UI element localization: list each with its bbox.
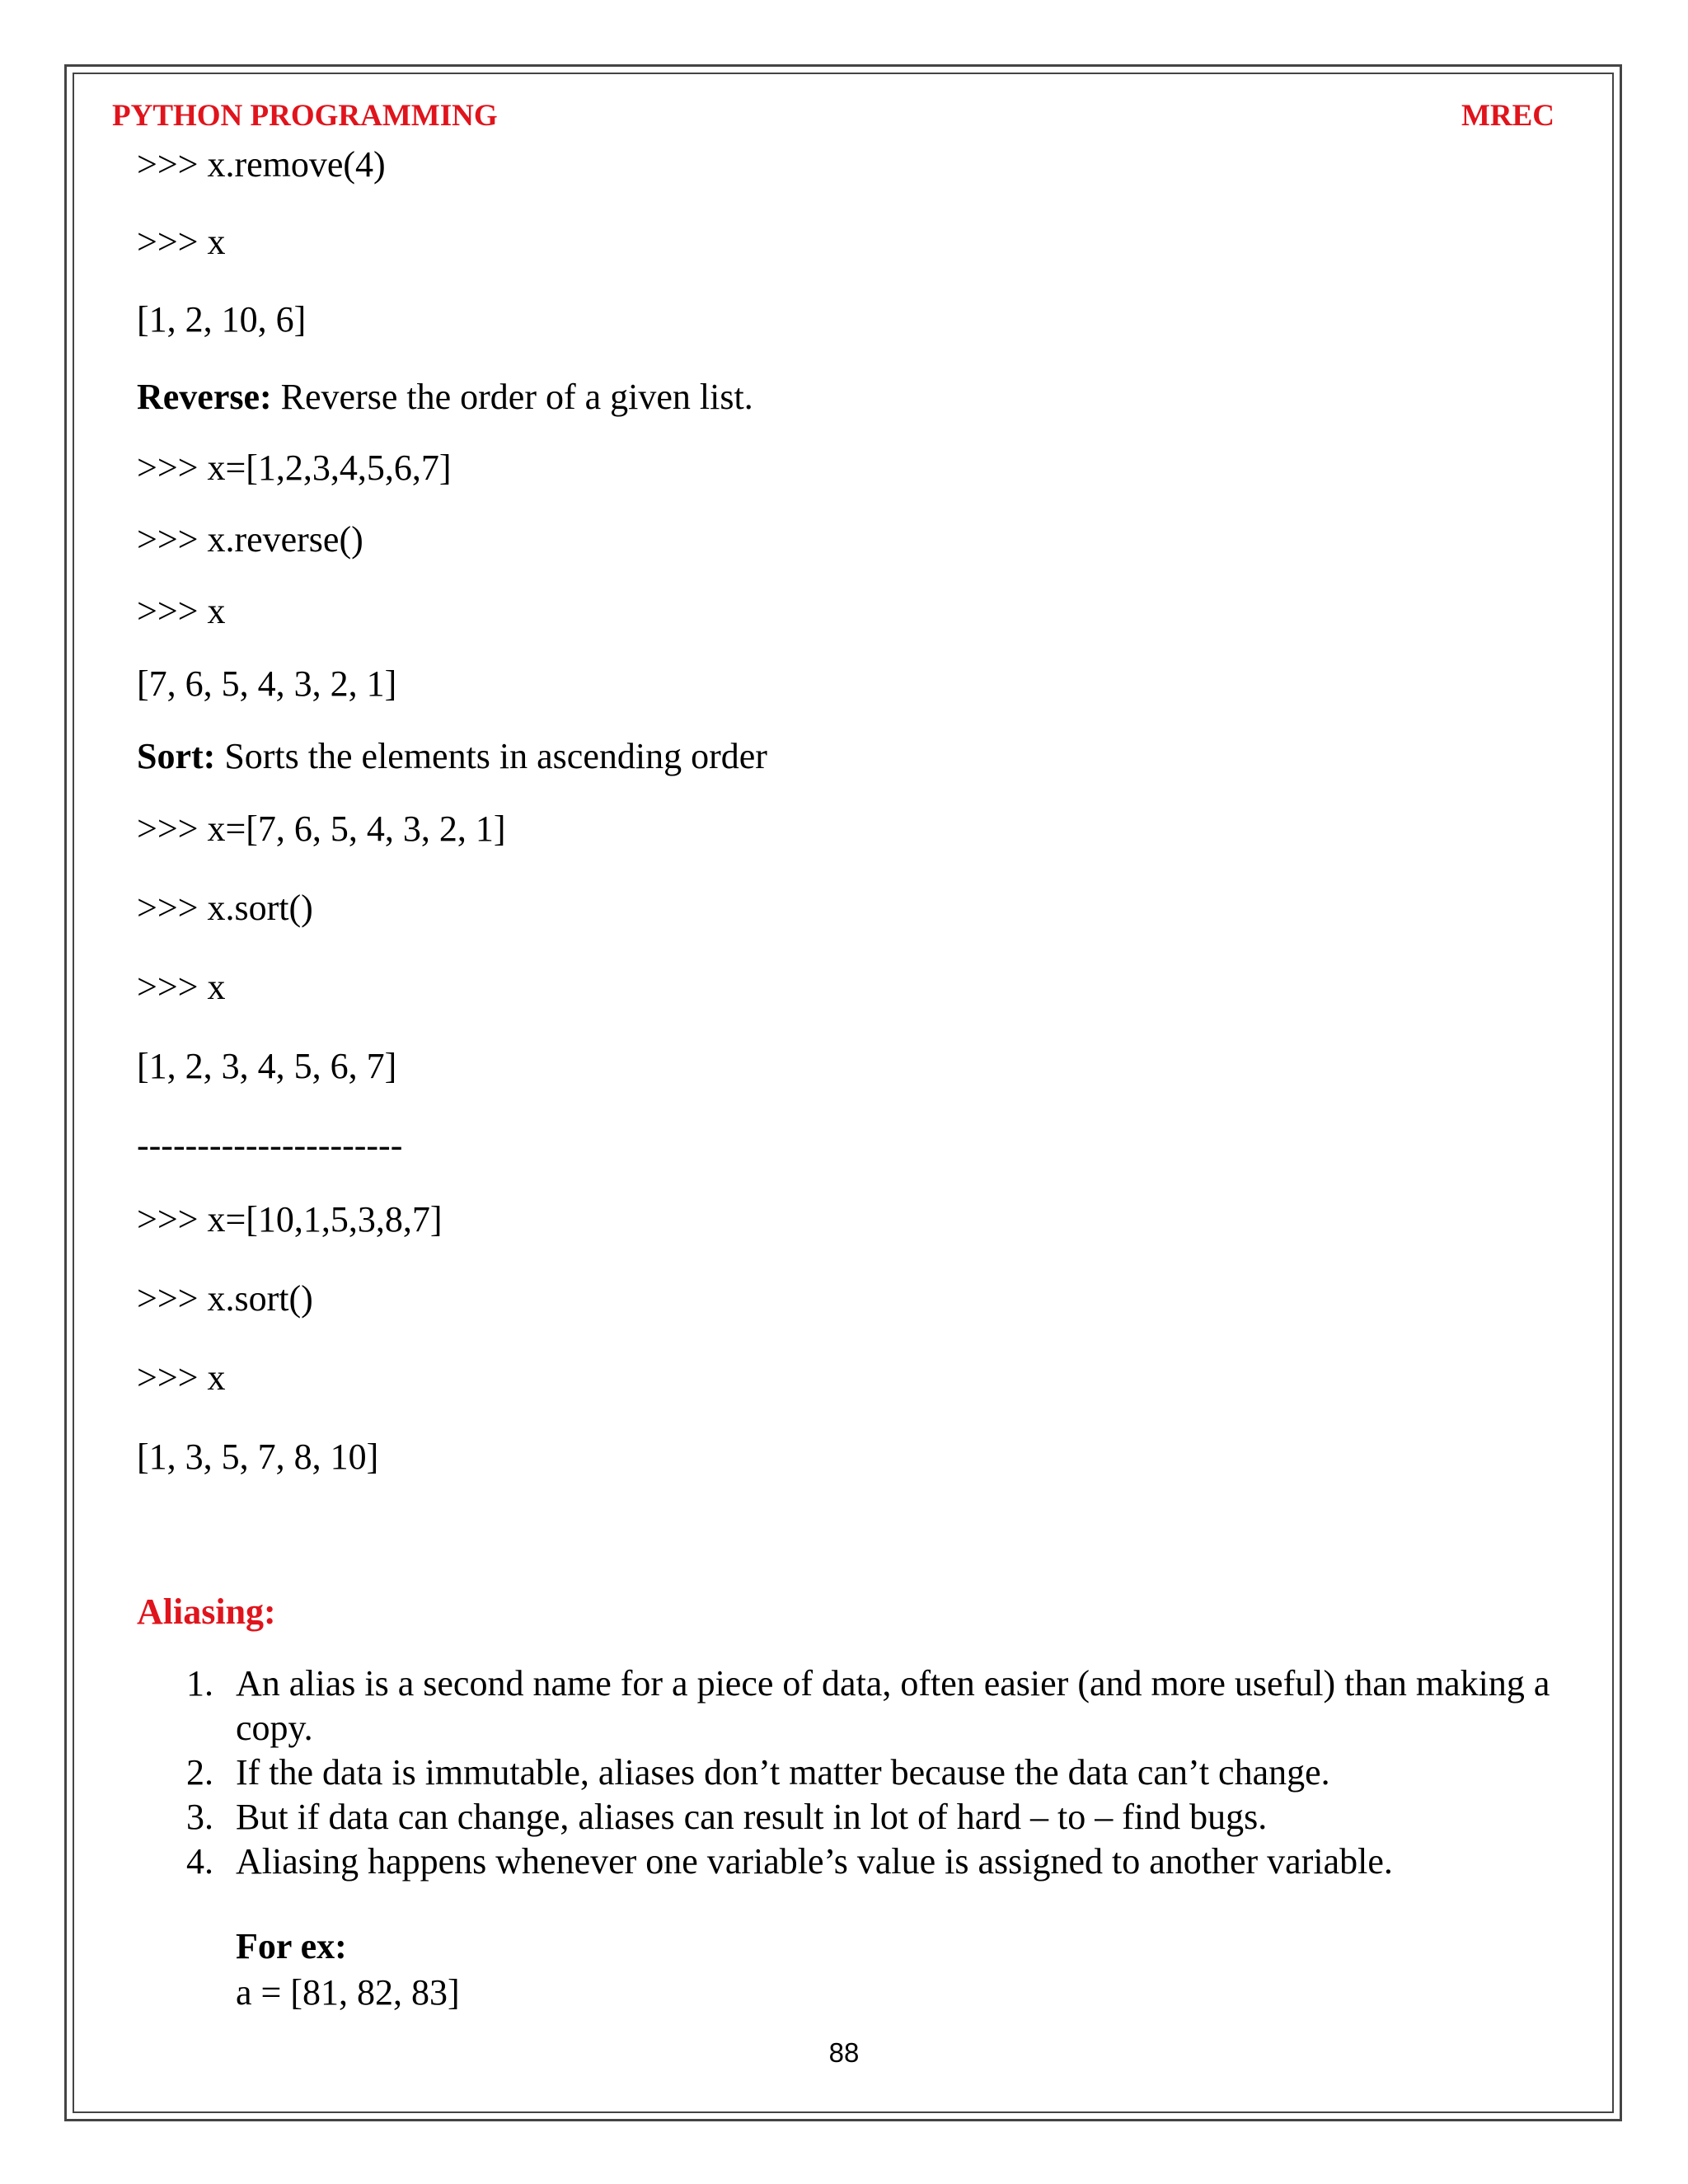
code-line: >>> x=[7, 6, 5, 4, 3, 2, 1]: [137, 808, 506, 849]
reverse-term: Reverse:: [137, 377, 272, 417]
example-code: a = [81, 82, 83]: [236, 1972, 460, 2013]
code-line: >>> x.sort(): [137, 888, 313, 928]
list-number: 4.: [186, 1841, 213, 1882]
code-line: >>> x: [137, 967, 226, 1007]
code-line: >>> x: [137, 1357, 226, 1398]
list-text: But if data can change, aliases can result in lot of hard – to – find bugs.: [236, 1797, 1268, 1837]
list-text: An alias is a second name for a piece of data, often easier (and more useful) than making a copy.: [236, 1663, 1550, 1748]
code-line: >>> x: [137, 591, 226, 631]
code-output: [7, 6, 5, 4, 3, 2, 1]: [137, 663, 397, 704]
list-number: 2.: [186, 1752, 213, 1793]
example-label: For ex:: [236, 1926, 347, 1966]
header-institution: MREC: [1461, 99, 1554, 133]
aliasing-heading: Aliasing:: [137, 1591, 276, 1632]
separator-line: ----------------------: [137, 1125, 403, 1165]
code-output: [1, 2, 10, 6]: [137, 299, 307, 340]
aliasing-list: [137, 1661, 1554, 1884]
list-text: If the data is immutable, aliases don’t matter because the data can’t change.: [236, 1752, 1330, 1793]
code-output: [1, 2, 3, 4, 5, 6, 7]: [137, 1046, 397, 1086]
code-line: >>> x.remove(4): [137, 144, 386, 185]
reverse-definition: [137, 379, 753, 415]
code-line: >>> x: [137, 222, 226, 262]
list-item: [137, 1795, 1554, 1840]
code-line: >>> x.reverse(): [137, 519, 363, 560]
code-output: [1, 3, 5, 7, 8, 10]: [137, 1436, 379, 1477]
list-item: [137, 1750, 1554, 1795]
sort-definition: [137, 738, 767, 775]
sort-term: Sort:: [137, 736, 216, 776]
list-number: 1.: [186, 1663, 213, 1704]
code-line: >>> x.sort(): [137, 1278, 313, 1319]
sort-desc: Sorts the elements in ascending order: [215, 736, 767, 776]
list-number: 3.: [186, 1797, 213, 1837]
list-text: Aliasing happens whenever one variable’s value is assigned to another variable.: [236, 1841, 1393, 1882]
code-line: >>> x=[10,1,5,3,8,7]: [137, 1199, 443, 1240]
code-line: >>> x=[1,2,3,4,5,6,7]: [137, 448, 452, 488]
reverse-desc: Reverse the order of a given list.: [271, 377, 753, 417]
header-title: PYTHON PROGRAMMING: [112, 99, 498, 133]
list-item: [137, 1840, 1554, 1884]
page-number: 88: [828, 2037, 860, 2068]
list-item: [137, 1661, 1554, 1750]
